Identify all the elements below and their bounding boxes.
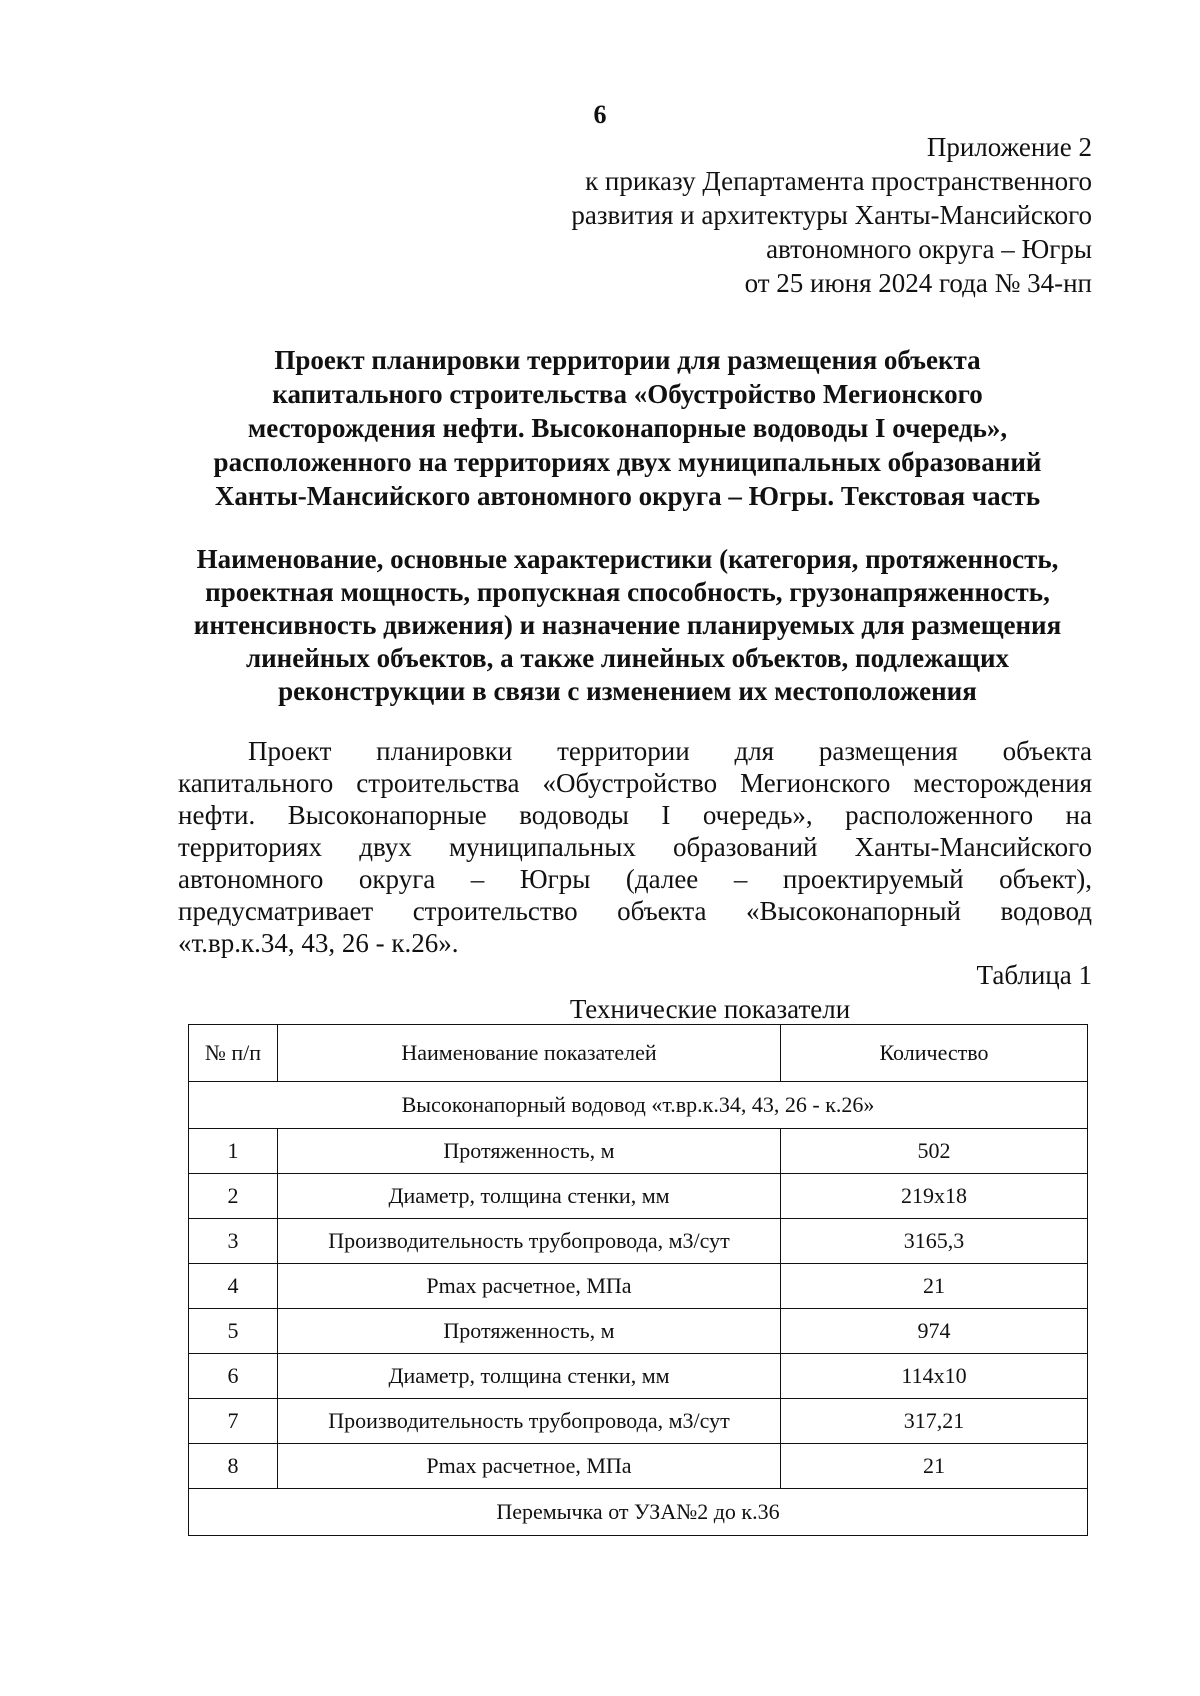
row-name: Диаметр, толщина стенки, мм <box>278 1174 781 1219</box>
annex-line: к приказу Департамента пространственного <box>585 166 1092 196</box>
title-line: Проект планировки территории для размещения объекта <box>274 345 981 375</box>
table-caption: Технические показатели <box>569 994 851 1024</box>
paragraph-line: Проект планировки территории для размещения объекта <box>248 736 1092 766</box>
table-row <box>189 1174 1088 1219</box>
row-name: Pmax расчетное, МПа <box>278 1264 781 1309</box>
row-num: 7 <box>189 1399 278 1444</box>
table-row <box>189 1354 1088 1399</box>
row-name: Производительность трубопровода, м3/сут <box>278 1219 781 1264</box>
row-qty: 502 <box>781 1129 1088 1174</box>
title-line: месторождения нефти. Высоконапорные водоводы I очередь», <box>247 413 1008 443</box>
table-row <box>189 1444 1088 1489</box>
document-title <box>165 343 1090 513</box>
heading-line: Наименование, основные характеристики (категория, протяженность, <box>196 544 1059 574</box>
row-qty: 21 <box>781 1444 1088 1489</box>
paragraph-line: капитального строительства «Обустройство Мегионского месторождения <box>178 768 1092 798</box>
table-row <box>189 1219 1088 1264</box>
section-heading <box>165 543 1090 708</box>
title-line: Ханты-Мансийского автономного округа – Югры. Текстовая часть <box>214 481 1041 511</box>
paragraph-line: территориях двух муниципальных образований Ханты-Мансийского <box>178 832 1092 862</box>
row-name: Pmax расчетное, МПа <box>278 1444 781 1489</box>
body-paragraph <box>178 735 1092 959</box>
heading-line: интенсивность движения) и назначение планируемых для размещения <box>193 610 1062 640</box>
row-num: 3 <box>189 1219 278 1264</box>
row-num: 1 <box>189 1129 278 1174</box>
annex-line: автономного округа – Югры <box>766 234 1092 264</box>
row-name: Производительность трубопровода, м3/сут <box>278 1399 781 1444</box>
row-num: 4 <box>189 1264 278 1309</box>
row-num: 5 <box>189 1309 278 1354</box>
header-num: № п/п <box>189 1025 278 1082</box>
page-number: 6 <box>593 100 607 129</box>
row-qty: 219x18 <box>781 1174 1088 1219</box>
row-name: Протяженность, м <box>278 1129 781 1174</box>
title-line: капитального строительства «Обустройство Мегионского <box>272 379 983 409</box>
paragraph-line: автономного округа – Югры (далее – проектируемый объект), <box>178 864 1092 894</box>
annex-line: Приложение 2 <box>926 132 1092 162</box>
table-number: Таблица 1 <box>976 960 1092 990</box>
heading-line: линейных объектов, а также линейных объектов, подлежащих <box>245 643 1010 673</box>
row-qty: 317,21 <box>781 1399 1088 1444</box>
section-title: Высоконапорный водовод «т.вр.к.34, 43, 26 - к.26» <box>189 1082 1088 1129</box>
table-section-row <box>189 1489 1088 1536</box>
row-num: 2 <box>189 1174 278 1219</box>
heading-line: реконструкции в связи с изменением их местоположения <box>278 676 977 706</box>
annex-block <box>452 130 1092 300</box>
paragraph-line: предусматривает строительство объекта «Высоконапорный водовод <box>178 896 1092 926</box>
table-row <box>189 1129 1088 1174</box>
table-section-row <box>189 1082 1088 1129</box>
row-qty: 114x10 <box>781 1354 1088 1399</box>
row-num: 6 <box>189 1354 278 1399</box>
section-title: Перемычка от УЗА№2 до к.36 <box>189 1489 1088 1536</box>
row-qty: 3165,3 <box>781 1219 1088 1264</box>
row-qty: 974 <box>781 1309 1088 1354</box>
header-name: Наименование показателей <box>278 1025 781 1082</box>
heading-line: проектная мощность, пропускная способность, грузонапряженность, <box>205 577 1050 607</box>
paragraph-line: нефти. Высоконапорные водоводы I очередь», расположенного на <box>178 800 1092 830</box>
paragraph-line: «т.вр.к.34, 43, 26 - к.26». <box>178 928 459 958</box>
table-header-row <box>189 1025 1088 1082</box>
row-name: Диаметр, толщина стенки, мм <box>278 1354 781 1399</box>
title-line: расположенного на территориях двух муниципальных образований <box>213 447 1042 477</box>
row-num: 8 <box>189 1444 278 1489</box>
annex-line: развития и архитектуры Ханты-Мансийского <box>571 200 1092 230</box>
annex-line: от 25 июня 2024 года № 34-нп <box>744 268 1092 298</box>
table-row <box>189 1309 1088 1354</box>
technical-indicators-table <box>188 1024 1088 1536</box>
row-qty: 21 <box>781 1264 1088 1309</box>
header-qty: Количество <box>781 1025 1088 1082</box>
table-row <box>189 1264 1088 1309</box>
table-row <box>189 1399 1088 1444</box>
row-name: Протяженность, м <box>278 1309 781 1354</box>
